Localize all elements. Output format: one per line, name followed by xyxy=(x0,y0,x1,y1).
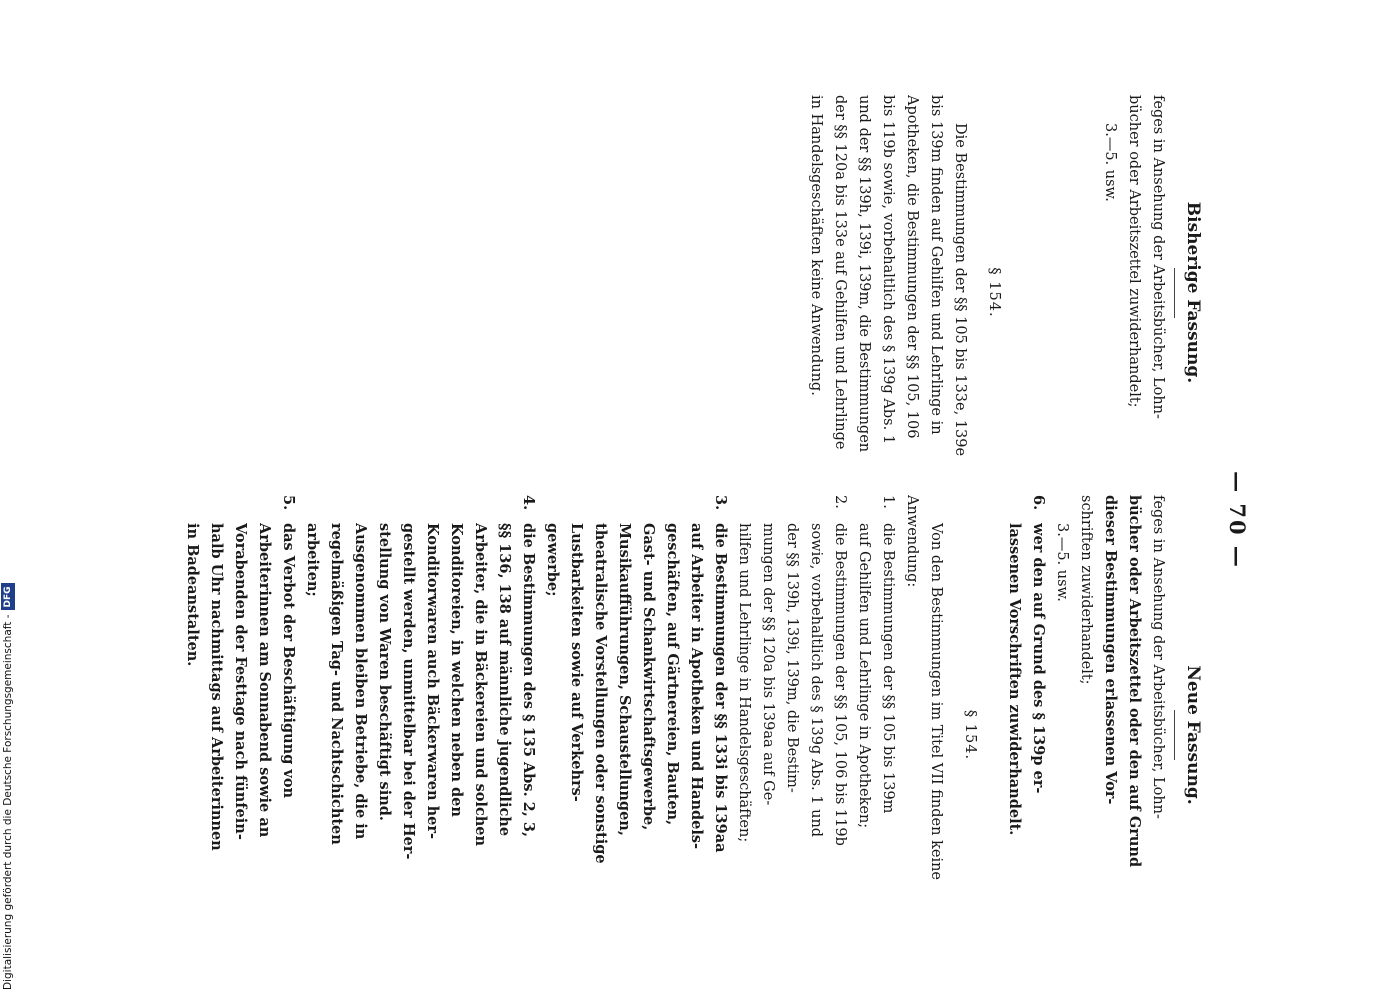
list-item-2 xyxy=(732,495,852,975)
intro-line: Von den Bestimmungen im Titel VII finden keine xyxy=(928,523,944,880)
text-line: schriften zuwiderhandelt; xyxy=(1078,495,1094,685)
text-line: feges in Ansehung der Arbeitsbücher, Lohn- xyxy=(1150,95,1166,419)
text-line: bücher oder Arbeitszettel oder den auf Grund xyxy=(1126,495,1143,868)
list-item-line: in Badeanstalten. xyxy=(184,523,201,667)
list-item-number: 5. xyxy=(280,495,297,511)
list-item-number: 6. xyxy=(1030,495,1047,511)
column-previous-version xyxy=(804,95,1205,490)
heading-rule xyxy=(1174,268,1175,318)
list-item-line: mungen der §§ 120a bis 139aa auf Ge- xyxy=(760,523,776,806)
list-item-line: Arbeiterinnen am Sonnabend sowie an xyxy=(256,523,273,838)
text-line: dieser Bestimmungen erlassenen Vor- xyxy=(1102,495,1119,805)
text-line: bücher oder Arbeitszettel zuwiderhandelt; xyxy=(1126,95,1142,408)
section-sign: § 154. xyxy=(962,709,978,761)
list-item-line: regelmäßigen Tag- und Nachtschichten xyxy=(328,523,345,845)
digitization-footer xyxy=(0,0,16,1000)
list-item-line: die Bestimmungen der §§ 105 bis 139m xyxy=(880,523,896,814)
list-item-line: lassenen Vorschriften zuwiderhandelt. xyxy=(1006,523,1023,836)
paragraph-line: Die Bestimmungen der §§ 105 bis 133e, 139e xyxy=(952,123,968,457)
list-item-line: Gast- und Schankwirtschaftsgewerbe, xyxy=(640,523,657,831)
intro-line: Anwendung: xyxy=(904,495,920,588)
page-number: — 70 — xyxy=(1225,471,1250,569)
list-item-line: die Bestimmungen der §§ 133i bis 139aa xyxy=(712,523,729,853)
document-page xyxy=(100,40,1250,1000)
list-item-line: hilfen und Lehrlinge in Handelsgeschäften; xyxy=(736,523,752,843)
list-item-line: theatralische Vorstellungen oder sonstige xyxy=(592,523,609,864)
list-item-line: halb Uhr nachmittags auf Arbeiterinnen xyxy=(208,523,225,851)
list-item-line: auf Arbeiter in Apotheken und Handels- xyxy=(688,523,705,850)
list-item-line: Vorabenden der Festtage nach fünfein- xyxy=(232,523,249,840)
paragraph-line: bis 119b sowie, vorbehaltlich des § 139g Abs. 1 xyxy=(880,95,896,445)
list-item-line: Lustbarkeiten sowie auf Verkehrs- xyxy=(568,523,585,802)
list-item-line: Arbeiter, die in Bäckereien und solchen xyxy=(472,523,489,847)
column-heading-previous: Bisherige Fassung. xyxy=(1183,201,1203,384)
list-item-line: der §§ 139h, 139i, 139m, die Bestim- xyxy=(784,523,800,793)
list-item-line: sowie, vorbehaltlich des § 139g Abs. 1 und xyxy=(808,523,824,838)
list-item-line: §§ 136, 138 auf männliche jugendliche xyxy=(496,523,513,837)
list-item-6 xyxy=(1002,495,1050,975)
list-item-line: geschäften, auf Gärtnereien, Bauten, xyxy=(664,523,681,826)
list-item-line: stellung von Waren beschäftigt sind. xyxy=(376,523,393,821)
list-item-line: Ausgenommen bleiben Betriebe, die in xyxy=(352,523,369,840)
list-item-number: 1. xyxy=(880,495,896,509)
list-item-number: 4. xyxy=(520,495,537,511)
list-item-line: die Bestimmungen der §§ 105, 106 bis 119b xyxy=(832,523,848,846)
list-item-line: arbeiten; xyxy=(304,523,321,597)
column-heading-new: Neue Fassung. xyxy=(1183,665,1203,805)
footer-text: Digitalisierung gefördert durch die Deutsche Forschungsgemeinschaft - xyxy=(2,614,14,990)
text-line: feges in Ansehung der Arbeitsbücher, Lohn- xyxy=(1150,495,1166,819)
list-item-line: wer den auf Grund des § 139p er- xyxy=(1030,523,1047,794)
list-item-5 xyxy=(180,495,300,975)
section-sign: § 154. xyxy=(986,267,1002,318)
list-item-line: das Verbot der Beschäftigung von xyxy=(280,523,297,799)
paragraph-line: der §§ 120a bis 133e auf Gehilfen und Lehrlinge xyxy=(832,95,848,450)
column-new-version xyxy=(180,495,1205,975)
list-item-1 xyxy=(852,495,900,975)
list-item-line: Konditoreien, in welchen neben den xyxy=(448,523,465,817)
list-item-3-5: 3.—5. usw. xyxy=(1054,523,1070,602)
list-item-line: gewerbe; xyxy=(544,523,561,597)
list-item-line: die Bestimmungen des § 135 Abs. 2, 3, xyxy=(520,523,537,837)
list-item-3-5: 3.—5. usw. xyxy=(1102,123,1118,202)
list-item-line: gestellt werden, unmittelbar bei der Her- xyxy=(400,523,417,860)
list-item-line: Musikaufführungen, Schaustellungen, xyxy=(616,523,633,836)
paragraph-line: und der §§ 139h, 139i, 139m, die Bestimmungen xyxy=(856,95,872,453)
dfg-logo: DFG xyxy=(1,583,15,610)
list-item-3 xyxy=(540,495,732,975)
list-item-4 xyxy=(300,495,540,975)
heading-rule xyxy=(1174,710,1175,760)
paragraph-line: Apotheken, die Bestimmungen der §§ 105, 106 xyxy=(904,95,920,439)
list-item-number: 2. xyxy=(832,495,848,509)
list-item-line: Konditorwaren auch Bäckerwaren her- xyxy=(424,523,441,839)
paragraph-line: in Handelsgeschäften keine Anwendung. xyxy=(808,95,824,396)
list-item-number: 3. xyxy=(712,495,729,511)
paragraph-line: bis 139m finden auf Gehilfen und Lehrlinge in xyxy=(928,95,944,435)
list-item-line: auf Gehilfen und Lehrlinge in Apotheken; xyxy=(856,523,872,829)
